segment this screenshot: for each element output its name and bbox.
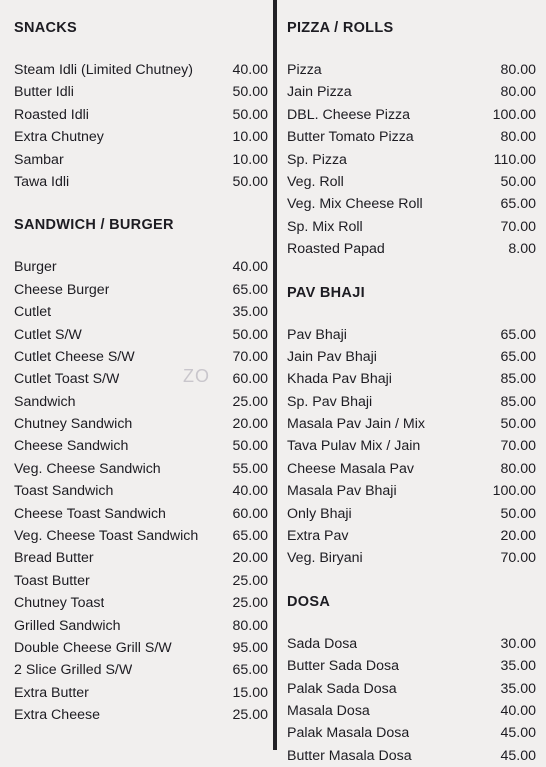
menu-item (287, 216, 536, 238)
item-price: 8.00 (508, 241, 536, 258)
item-name: Cutlet Cheese S/W (14, 348, 135, 365)
menu-item (14, 346, 268, 368)
item-price: 65.00 (500, 196, 536, 213)
item-price: 95.00 (232, 639, 268, 656)
item-name: Khada Pav Bhaji (287, 371, 392, 388)
item-name: Sandwich (14, 393, 76, 410)
item-name: Cheese Sandwich (14, 438, 129, 455)
item-price: 65.00 (500, 348, 536, 365)
menu-item (287, 722, 536, 744)
item-name: Tava Pulav Mix / Jain (287, 438, 421, 455)
menu-item (287, 193, 536, 215)
item-name: Masala Pav Jain / Mix (287, 416, 425, 433)
item-name: Sambar (14, 151, 64, 168)
menu-item (14, 637, 268, 659)
menu-item (287, 547, 536, 569)
item-name: DBL. Cheese Pizza (287, 106, 411, 123)
menu-item (287, 104, 536, 126)
item-name: Cutlet (14, 304, 52, 321)
item-price: 50.00 (232, 326, 268, 343)
item-price: 100.00 (492, 106, 536, 123)
menu-item (287, 413, 536, 435)
item-name: Bread Butter (14, 550, 94, 567)
item-name: Veg. Roll (287, 173, 344, 190)
item-name: Toast Butter (14, 572, 90, 589)
item-name: Veg. Mix Cheese Roll (287, 196, 423, 213)
item-price: 60.00 (232, 371, 268, 388)
menu-item (14, 525, 268, 547)
item-name: Masala Dosa (287, 702, 370, 719)
item-name: Extra Chutney (14, 129, 104, 146)
menu-item (14, 592, 268, 614)
section-title: PIZZA / ROLLS (287, 20, 394, 36)
item-name: Tawa Idli (14, 173, 70, 190)
item-price: 80.00 (500, 460, 536, 477)
menu-item (14, 126, 268, 148)
item-name: Cheese Toast Sandwich (14, 505, 166, 522)
section-dosa (287, 594, 536, 767)
item-name: Veg. Cheese Sandwich (14, 460, 161, 477)
item-price: 100.00 (492, 483, 536, 500)
section-sandwich-burger (14, 217, 268, 726)
menu-item (287, 368, 536, 390)
item-name: 2 Slice Grilled S/W (14, 662, 133, 679)
item-price: 50.00 (232, 173, 268, 190)
section-title: DOSA (287, 593, 331, 610)
menu-item (287, 700, 536, 722)
item-price: 25.00 (232, 572, 268, 589)
item-name: Butter Masala Dosa (287, 747, 412, 764)
menu-item (287, 435, 536, 457)
item-price: 50.00 (232, 84, 268, 101)
item-name: Veg. Cheese Toast Sandwich (14, 528, 199, 545)
item-price: 65.00 (232, 281, 268, 298)
item-name: Grilled Sandwich (14, 617, 121, 634)
menu-item (287, 171, 536, 193)
item-price: 80.00 (232, 617, 268, 634)
item-name: Butter Sada Dosa (287, 658, 399, 675)
menu-item (14, 81, 268, 103)
menu-item (287, 503, 536, 525)
item-price: 60.00 (232, 505, 268, 522)
item-name: Extra Cheese (14, 707, 100, 724)
item-price: 20.00 (232, 550, 268, 567)
menu-item (14, 149, 268, 171)
menu-item (287, 324, 536, 346)
item-price: 40.00 (232, 483, 268, 500)
menu-item (14, 256, 268, 278)
menu-item (14, 615, 268, 637)
right-column (280, 0, 546, 767)
item-name: Double Cheese Grill S/W (14, 639, 172, 656)
menu-item (287, 81, 536, 103)
item-name: Cutlet S/W (14, 326, 82, 343)
menu-item (287, 346, 536, 368)
item-price: 40.00 (232, 62, 268, 78)
item-price: 85.00 (500, 371, 536, 388)
item-name: Chutney Toast (14, 595, 105, 612)
item-price: 10.00 (232, 129, 268, 146)
item-name: Roasted Idli (14, 106, 89, 123)
menu-item (287, 655, 536, 677)
item-name: Sp. Mix Roll (287, 218, 363, 235)
watermark: ZO (183, 366, 210, 386)
menu-item (14, 324, 268, 346)
item-price: 70.00 (500, 218, 536, 235)
menu-item (287, 633, 536, 655)
menu-item (287, 238, 536, 260)
item-price: 40.00 (232, 259, 268, 276)
item-name: Pizza (287, 62, 322, 78)
menu-item (287, 149, 536, 171)
item-name: Palak Masala Dosa (287, 725, 410, 742)
item-name: Burger (14, 259, 57, 276)
item-price: 40.00 (500, 702, 536, 719)
item-price: 65.00 (232, 662, 268, 679)
item-name: Jain Pav Bhaji (287, 348, 377, 365)
item-price: 20.00 (232, 416, 268, 433)
item-price: 35.00 (500, 658, 536, 675)
menu-item (14, 659, 268, 681)
menu-item (14, 104, 268, 126)
menu-item (287, 678, 536, 700)
menu-item (14, 458, 268, 480)
menu-item (14, 480, 268, 502)
item-name: Extra Butter (14, 684, 89, 701)
menu-item (14, 435, 268, 457)
menu-item (14, 279, 268, 301)
menu-item (287, 458, 536, 480)
item-name: Pav Bhaji (287, 326, 347, 343)
menu-item (14, 547, 268, 569)
item-name: Cutlet Toast S/W (14, 371, 120, 388)
item-price: 80.00 (500, 62, 536, 78)
item-price: 50.00 (500, 173, 536, 190)
item-price: 45.00 (500, 725, 536, 742)
left-column (0, 0, 276, 727)
item-price: 70.00 (232, 348, 268, 365)
item-price: 65.00 (500, 326, 536, 343)
item-name: Chutney Sandwich (14, 416, 133, 433)
item-name: Sada Dosa (287, 635, 358, 652)
item-price: 70.00 (500, 550, 536, 567)
item-price: 55.00 (232, 460, 268, 477)
item-price: 35.00 (232, 304, 268, 321)
menu-item (14, 59, 268, 81)
menu-item (14, 301, 268, 323)
item-price: 50.00 (232, 438, 268, 455)
item-price: 25.00 (232, 595, 268, 612)
item-price: 45.00 (500, 747, 536, 764)
item-price: 25.00 (232, 393, 268, 410)
item-price: 65.00 (232, 528, 268, 545)
item-price: 110.00 (493, 151, 536, 168)
menu-item (14, 503, 268, 525)
menu-item (14, 413, 268, 435)
item-price: 35.00 (500, 680, 536, 697)
section-pav-bhaji (287, 285, 536, 570)
item-price: 50.00 (232, 106, 268, 123)
item-name: Veg. Biryani (287, 550, 363, 567)
item-price: 25.00 (232, 707, 268, 724)
item-name: Roasted Papad (287, 241, 385, 258)
section-title: SNACKS (14, 20, 78, 36)
item-price: 80.00 (500, 129, 536, 146)
menu-item (287, 745, 536, 767)
item-name: Toast Sandwich (14, 483, 114, 500)
menu-item (287, 126, 536, 148)
item-price: 50.00 (500, 505, 536, 522)
item-name: Steam Idli (Limited Chutney) (14, 62, 193, 78)
section-snacks (14, 20, 268, 193)
item-name: Jain Pizza (287, 84, 352, 101)
item-price: 85.00 (500, 393, 536, 410)
menu-item (14, 171, 268, 193)
item-price: 10.00 (232, 151, 268, 168)
menu-item (287, 480, 536, 502)
item-price: 80.00 (500, 84, 536, 101)
item-name: Palak Sada Dosa (287, 680, 397, 697)
item-name: Extra Pav (287, 528, 349, 545)
menu-item (287, 59, 536, 81)
item-name: Butter Idli (14, 84, 74, 101)
item-price: 30.00 (500, 635, 536, 652)
menu-item (287, 525, 536, 547)
section-title: SANDWICH / BURGER (14, 217, 174, 234)
section-title: PAV BHAJI (287, 284, 365, 301)
menu-item (14, 682, 268, 704)
item-name: Only Bhaji (287, 505, 352, 522)
item-name: Cheese Masala Pav (287, 460, 414, 477)
menu-item (14, 570, 268, 592)
menu-item (14, 391, 268, 413)
menu-item (14, 704, 268, 726)
item-name: Sp. Pizza (287, 151, 347, 168)
item-price: 15.00 (232, 684, 268, 701)
item-price: 20.00 (500, 528, 536, 545)
item-name: Masala Pav Bhaji (287, 483, 397, 500)
item-name: Sp. Pav Bhaji (287, 393, 373, 410)
menu-item (287, 391, 536, 413)
section-pizza-rolls (287, 20, 536, 261)
item-name: Butter Tomato Pizza (287, 129, 414, 146)
item-price: 70.00 (500, 438, 536, 455)
menu-item (14, 368, 268, 390)
item-name: Cheese Burger (14, 281, 110, 298)
item-price: 50.00 (500, 416, 536, 433)
